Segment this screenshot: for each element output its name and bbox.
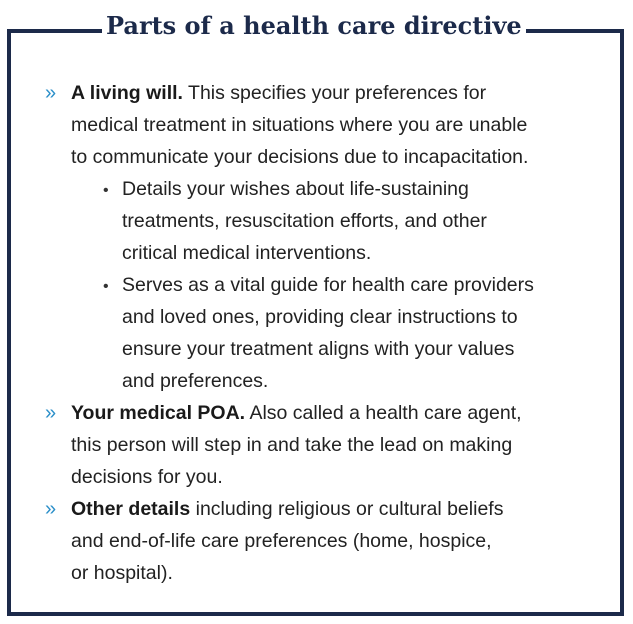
item-line: and end-of-life care preferences (home, hospice, <box>71 530 492 552</box>
item-line: A living will. This specifies your preferences for <box>71 82 487 104</box>
item-label: Your medical POA. <box>71 402 246 424</box>
item-line: or hospital). <box>71 562 173 584</box>
subitem-line: and loved ones, providing clear instructions to <box>122 306 518 328</box>
subitem-line: critical medical interventions. <box>122 242 372 264</box>
item-label: Other details <box>71 498 191 520</box>
subitem-line: and preferences. <box>122 370 269 392</box>
sub-bullet-dot-icon: • <box>103 182 109 199</box>
chevron-bullet-icon: » <box>45 498 57 520</box>
item-line: Other details including religious or cultural beliefs <box>71 498 504 520</box>
item-line: to communicate your decisions due to incapacitation. <box>71 146 529 168</box>
sub-bullet-dot-icon: • <box>103 278 109 295</box>
item-line: Your medical POA. Also called a health care agent, <box>71 402 522 424</box>
item-line: medical treatment in situations where you are unable <box>71 114 528 136</box>
item-line: decisions for you. <box>71 466 223 488</box>
chevron-bullet-icon: » <box>45 82 57 104</box>
item-line: this person will step in and take the lead on making <box>71 434 513 456</box>
subitem-line: Details your wishes about life-sustaining <box>122 178 469 200</box>
chevron-bullet-icon: » <box>45 402 57 424</box>
subitem-line: Serves as a vital guide for health care providers <box>122 274 534 296</box>
subitem-line: ensure your treatment aligns with your values <box>122 338 515 360</box>
item-label: A living will. <box>71 82 183 104</box>
box-title: Parts of a health care directive <box>102 9 526 43</box>
subitem-line: treatments, resuscitation efforts, and other <box>122 210 487 232</box>
